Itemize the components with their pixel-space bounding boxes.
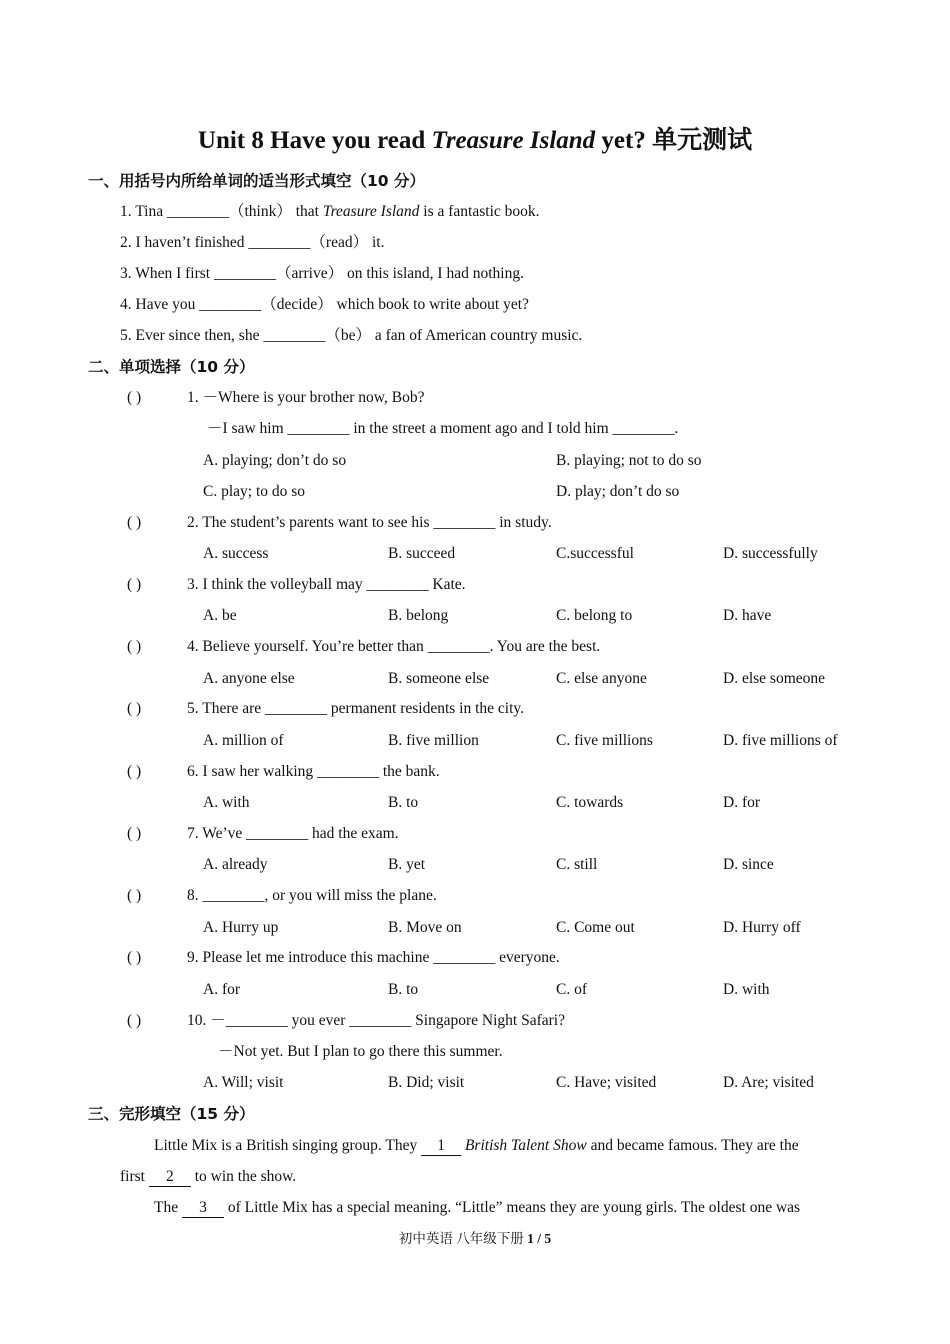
q6-option-c: C. towards xyxy=(556,794,624,811)
q4-option-d: D. else someone xyxy=(723,670,826,687)
s1-item-1: 1. Tina ________（think） that Treasure Island is a fantastic book. xyxy=(120,203,540,220)
cloze-line-2: first 2 to win the show. xyxy=(120,1168,297,1185)
q5-option-d: D. five millions of xyxy=(723,732,838,749)
title-prefix: Unit 8 Have you read xyxy=(197,127,432,154)
q4-option-a: A. anyone else xyxy=(203,670,295,687)
cloze-blank-1: 1 xyxy=(421,1137,461,1156)
q7-option-b: B. yet xyxy=(388,856,426,873)
q4-option-c: C. else anyone xyxy=(556,670,647,687)
q8-option-c: C. Come out xyxy=(556,919,635,936)
q2-option-c: C.successful xyxy=(556,545,634,562)
page-number: 1 / 5 xyxy=(527,1231,552,1246)
section1-heading: 一、用括号内所给单词的适当形式填空（10 分） xyxy=(88,172,425,190)
q7-option-d: D. since xyxy=(723,856,774,873)
q8-stem: 8. ________, or you will miss the plane. xyxy=(187,887,437,904)
answer-paren: ( ) xyxy=(127,825,142,842)
q10-stem: 10. －________ you ever ________ Singapore Night Safari? xyxy=(187,1012,565,1029)
q2-option-b: B. succeed xyxy=(388,545,456,562)
cloze-blank-2: 2 xyxy=(149,1168,191,1187)
q10-option-d: D. Are; visited xyxy=(723,1074,814,1091)
q1-stem2: －I saw him ________ in the street a moment ago and I told him ________. xyxy=(207,420,679,437)
q3-option-a: A. be xyxy=(203,607,237,624)
answer-paren: ( ) xyxy=(127,1012,142,1029)
q10-option-b: B. Did; visit xyxy=(388,1074,465,1091)
q5-option-c: C. five millions xyxy=(556,732,653,749)
q4-option-b: B. someone else xyxy=(388,670,490,687)
q3-stem: 3. I think the volleyball may ________ Kate. xyxy=(187,576,466,593)
q9-option-d: D. with xyxy=(723,981,770,998)
section2-heading: 二、单项选择（10 分） xyxy=(88,358,255,376)
q9-stem: 9. Please let me introduce this machine ________ everyone. xyxy=(187,949,560,966)
q8-option-a: A. Hurry up xyxy=(203,919,279,936)
answer-paren: ( ) xyxy=(127,638,142,655)
answer-paren: ( ) xyxy=(127,514,142,531)
q1-stem: 1. －Where is your brother now, Bob? xyxy=(187,389,425,406)
q1-option-c: C. play; to do so xyxy=(203,483,306,500)
q6-option-b: B. to xyxy=(388,794,419,811)
cloze-line-3: The 3 of Little Mix has a special meaning. “Little” means they are young girls. The oldest one was xyxy=(154,1199,801,1216)
q10-option-a: A. Will; visit xyxy=(203,1074,284,1091)
q10-stem2: －Not yet. But I plan to go there this summer. xyxy=(218,1043,503,1060)
q4-stem: 4. Believe yourself. You’re better than ________. You are the best. xyxy=(187,638,601,655)
answer-paren: ( ) xyxy=(127,949,142,966)
q5-stem: 5. There are ________ permanent residents in the city. xyxy=(187,700,525,717)
section3-heading: 三、完形填空（15 分） xyxy=(88,1105,255,1123)
q2-option-a: A. success xyxy=(203,545,269,562)
s1-item-5: 5. Ever since then, she ________（be） a fan of American country music. xyxy=(120,327,583,344)
q3-option-b: B. belong xyxy=(388,607,449,624)
q9-option-a: A. for xyxy=(203,981,241,998)
q9-option-c: C. of xyxy=(556,981,587,998)
answer-paren: ( ) xyxy=(127,389,142,406)
answer-paren: ( ) xyxy=(127,763,142,780)
q1-option-b: B. playing; not to do so xyxy=(556,452,702,469)
page-title xyxy=(0,124,950,158)
q7-option-c: C. still xyxy=(556,856,598,873)
q2-option-d: D. successfully xyxy=(723,545,818,562)
q5-option-a: A. million of xyxy=(203,732,284,749)
q3-option-c: C. belong to xyxy=(556,607,633,624)
title-italic: Treasure Island xyxy=(431,127,596,154)
s1-item-2: 2. I haven’t finished ________（read） it. xyxy=(120,234,385,251)
q2-stem: 2. The student’s parents want to see his ________ in study. xyxy=(187,514,552,531)
q7-stem: 7. We’ve ________ had the exam. xyxy=(187,825,399,842)
q5-option-b: B. five million xyxy=(388,732,479,749)
page-footer: 初中英语 八年级下册 1 / 5 xyxy=(398,1231,552,1246)
cloze-blank-3: 3 xyxy=(182,1199,224,1218)
q6-option-d: D. for xyxy=(723,794,761,811)
q6-option-a: A. with xyxy=(203,794,250,811)
q7-option-a: A. already xyxy=(203,856,268,873)
answer-paren: ( ) xyxy=(127,887,142,904)
q10-option-c: C. Have; visited xyxy=(556,1074,657,1091)
q1-option-d: D. play; don’t do so xyxy=(556,483,680,500)
answer-paren: ( ) xyxy=(127,576,142,593)
q8-option-d: D. Hurry off xyxy=(723,919,801,936)
q6-stem: 6. I saw her walking ________ the bank. xyxy=(187,763,440,780)
title-suffix: yet? 单元测试 xyxy=(595,127,753,154)
cloze-line-1: Little Mix is a British singing group. They 1 British Talent Show and became famous. They are the xyxy=(154,1137,799,1154)
s1-item-4: 4. Have you ________（decide） which book to write about yet? xyxy=(120,296,529,313)
q3-option-d: D. have xyxy=(723,607,772,624)
q8-option-b: B. Move on xyxy=(388,919,462,936)
s1-item-3: 3. When I first ________（arrive） on this island, I had nothing. xyxy=(120,265,524,282)
answer-paren: ( ) xyxy=(127,700,142,717)
q9-option-b: B. to xyxy=(388,981,419,998)
q1-option-a: A. playing; don’t do so xyxy=(203,452,347,469)
